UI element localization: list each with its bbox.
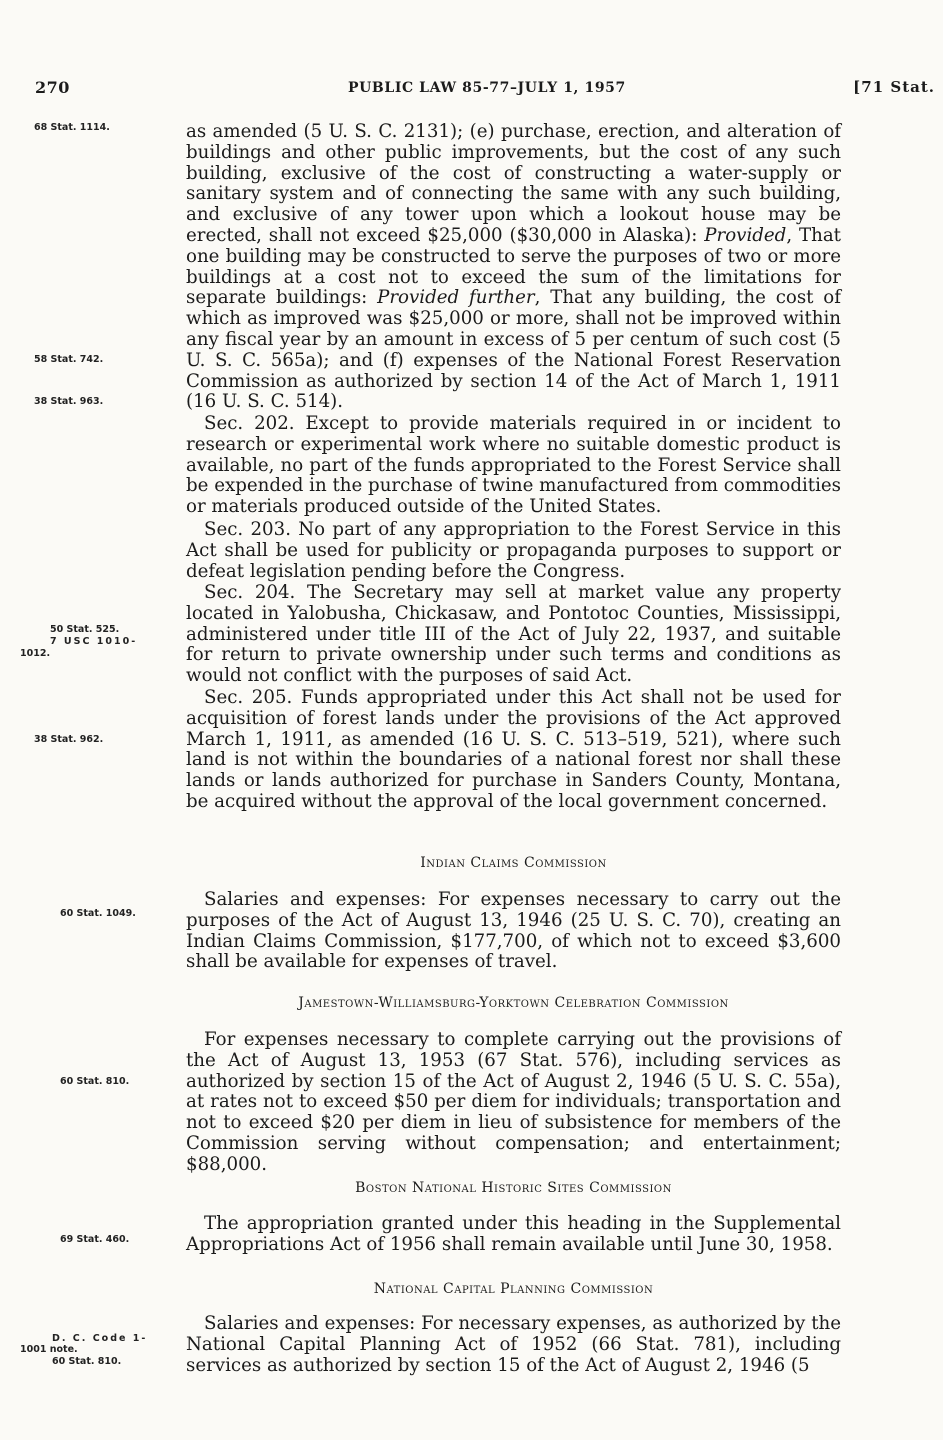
margin-note: D. C. Code 1- (52, 1333, 148, 1344)
jamestown-body: For expenses necessary to complete carrying out the provisions of the Act of August 13, 1953 (67 Stat. 576), including services as authorized by section 15 of the Act of August 2, 1946 (5 U. S. C. 55a), at rates not to exceed $50 per diem for individuals; transportation and not to exceed $20 per diem in lieu of subsistence for members of the Commission serving without compensation; and entertainment; $88,000. (186, 1029, 841, 1175)
section-203: Sec. 203. No part of any appropriation to the Forest Service in this Act shall be used for publicity or propaganda purposes to support or defeat legislation pending before the Congress. (186, 519, 841, 582)
section-205: Sec. 205. Funds appropriated under this Act shall not be used for acquisition of forest lands under the provisions of the Act approved March 1, 1911, as amended (16 U. S. C. 513–519, 521), where such land is not within the boundaries of a national forest nor shall these lands or lands authorized for purchase in Sanders County, Montana, be acquired without the approval of the local government concerned. (186, 687, 841, 812)
indian-claims-body: Salaries and expenses: For expenses necessary to carry out the purposes of the Act of August 13, 1946 (25 U. S. C. 70), creating an Indian Claims Commission, $177,700, of which not to exceed $3,600 shall be available for expenses of travel. (186, 889, 841, 973)
text-span: , That one building may be constructed to serve the purposes of two or more buildings at a cost not to exceed the sum of the limitations for separate buildings: (186, 224, 841, 309)
statute-volume-reference: [71 Stat. (853, 78, 935, 96)
running-head: PUBLIC LAW 85-77–JULY 1, 1957 (348, 80, 626, 96)
italic-provided-further: Provided further (377, 287, 535, 309)
margin-note: 1001 note. (20, 1344, 78, 1355)
margin-note: 60 Stat. 1049. (60, 908, 136, 919)
margin-note: 60 Stat. 810. (52, 1356, 122, 1367)
text-span: , That any building, the cost of which as improved was $25,000 or more, shall not be improved within any fiscal year by an amount in excess of 5 per centum of such cost (5 U. S. C. 565a); and (f) expenses of the National Forest Reservation Commission as authorized by section 14 of the Act of March 1, 1911 (16 U. S. C. 514). (186, 287, 841, 413)
heading-ncpc: National Capital Planning Commission (373, 1281, 654, 1297)
page-number: 270 (35, 78, 70, 97)
section-204: Sec. 204. The Secretary may sell at market value any property located in Yalobusha, Chickasaw, and Pontotoc Counties, Mississippi, administered under title III of the Act of July 22, 1937, and suitable for return to private ownership under such terms and conditions as would not conflict with the purposes of said Act. (186, 582, 841, 687)
margin-note: 60 Stat. 810. (60, 1076, 130, 1087)
heading-indian-claims: Indian Claims Commission (420, 855, 607, 871)
boston-body: The appropriation granted under this heading in the Supplemental Appropriations Act of 1956 shall remain available until June 30, 1958. (186, 1213, 841, 1255)
ncpc-body: Salaries and expenses: For necessary expenses, as authorized by the National Capital Planning Act of 1952 (66 Stat. 781), including services as authorized by section 15 of the Act of August 2, 1946 (5 (186, 1313, 841, 1376)
margin-note: 69 Stat. 460. (60, 1234, 130, 1245)
margin-note: 58 Stat. 742. (34, 354, 104, 365)
margin-note: 38 Stat. 962. (34, 734, 104, 745)
margin-note: 1012. (20, 648, 51, 659)
margin-note: 7 USC 1010- (50, 636, 138, 647)
section-202: Sec. 202. Except to provide materials required in or incident to research or experimental work where no suitable domestic product is available, no part of the funds appropriated to the Forest Service shall be expended in the purchase of twine manufactured from commodities or materials produced outside of the United States. (186, 413, 841, 518)
text-span: as amended (5 U. S. C. 2131); (e) purchase, erection, and alteration of buildings and other public improvements, but the cost of any such building, exclusive of the cost of constructing a water-supply or sanitary system and of connecting the same with any such building, and exclusive of any tower upon which a lookout house may be erected, shall not exceed $25,000 ($30,000 in Alaska): (186, 121, 841, 246)
heading-jamestown: Jamestown-Williamsburg-Yorktown Celebration Commission (298, 995, 729, 1011)
margin-note: 38 Stat. 963. (34, 396, 104, 407)
paragraph-continued (186, 122, 841, 413)
heading-boston: Boston National Historic Sites Commission (355, 1180, 672, 1196)
margin-note: 50 Stat. 525. (50, 624, 120, 635)
italic-provided: Provided (704, 224, 787, 246)
margin-note: 68 Stat. 1114. (34, 122, 110, 133)
